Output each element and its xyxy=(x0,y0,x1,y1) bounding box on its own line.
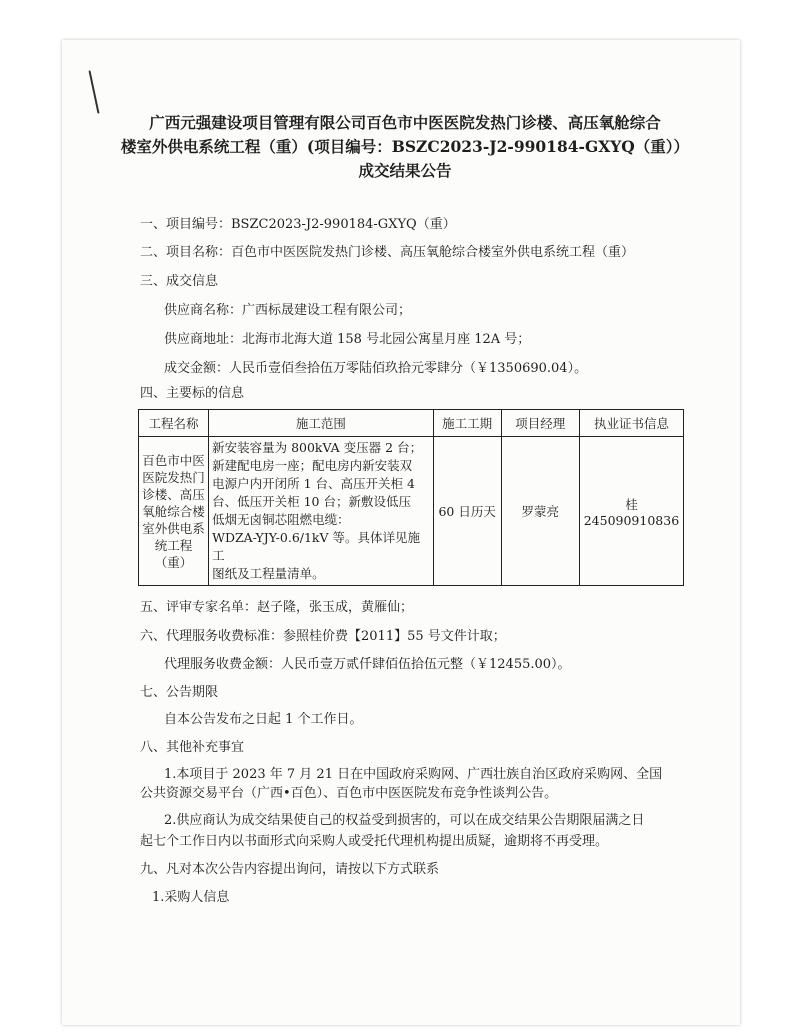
scope-line: 图纸及工程量清单。 xyxy=(212,566,325,581)
subject-info-table xyxy=(138,409,684,586)
supplier-name: 供应商名称：广西标晟建设工程有限公司； xyxy=(164,303,412,318)
supplement-2-line-1: 2.供应商认为成交结果使自己的权益受到损害的，可以在成交结果公告期限届满之日 xyxy=(164,813,645,828)
header-manager: 项目经理 xyxy=(501,410,579,437)
name-line: 氧舱综合楼 xyxy=(142,503,205,519)
header-cert: 执业证书信息 xyxy=(579,410,683,437)
title-line-2: 楼室外供电系统工程（重）(项目编号：BSZC2023-J2-990184-GXYQ（重）） xyxy=(120,137,690,156)
supplement-1-line-2: 公共资源交易平台（广西•百色）、百色市中医医院发布竞争性谈判公告。 xyxy=(140,786,558,801)
scope-line: 新建配电房一座；配电房内新安装双 xyxy=(212,458,413,473)
name-line: 百色市中医 xyxy=(142,452,205,468)
cell-scope xyxy=(209,437,434,586)
section-project-name: 二、项目名称：百色市中医医院发热门诊楼、高压氧舱综合楼室外供电系统工程（重） xyxy=(140,245,635,260)
deal-amount: 成交金额：人民币壹佰叁拾伍万零陆佰玖拾元零肆分（￥1350690.04）。 xyxy=(164,361,588,376)
cell-manager: 罗蒙亮 xyxy=(501,437,579,586)
name-line: 室外供电系 xyxy=(142,520,205,536)
supplier-address: 供应商地址：北海市北海大道 158 号北园公寓星月座 12A 号； xyxy=(164,332,531,347)
scope-line: 台、低压开关柜 10 台；新敷设低压 xyxy=(212,494,411,509)
section-agency-fee-standard: 六、代理服务收费标准：参照桂价费【2011】55 号文件计取； xyxy=(140,629,506,644)
section-experts: 五、评审专家名单：赵子隆，张玉成，黄雁仙； xyxy=(140,600,414,615)
name-line: 医院发热门 xyxy=(142,469,205,485)
header-period: 施工工期 xyxy=(433,410,501,437)
section-main-subject: 四、主要标的信息 xyxy=(140,386,245,401)
cell-period: 60 日历天 xyxy=(433,437,501,586)
scope-line: WDZA-YJY-0.6/1kV 等。具体详见施工 xyxy=(212,530,421,563)
section-deal-info: 三、成交信息 xyxy=(140,274,219,289)
agency-fee-amount: 代理服务收费金额：人民币壹万贰仟肆佰伍拾伍元整（￥12455.00）。 xyxy=(164,657,571,672)
supplement-2-line-2: 起七个工作日内以书面形式向采购人或受托代理机构提出质疑，逾期将不再受理。 xyxy=(140,834,609,849)
name-line: 统工程（重） xyxy=(154,537,193,570)
name-line: 诊楼、高压 xyxy=(142,486,205,502)
scope-line: 低烟无卤铜芯阻燃电缆： xyxy=(212,512,350,527)
section-notice-period: 七、公告期限 xyxy=(140,685,219,700)
notice-period-text: 自本公告发布之日起 1 个工作日。 xyxy=(164,712,363,727)
supplement-1-line-1: 1.本项目于 2023 年 7 月 21 日在中国政府采购网、广西壮族自治区政府采购网、全国 xyxy=(164,767,663,782)
section-supplementary: 八、其他补充事宜 xyxy=(140,740,245,755)
section-project-number: 一、项目编号：BSZC2023-J2-990184-GXYQ（重） xyxy=(140,217,456,232)
scope-line: 电源户内开闭所 1 台、高压开关柜 4 xyxy=(212,476,415,491)
header-scope: 施工范围 xyxy=(209,410,434,437)
table-row xyxy=(139,437,684,586)
section-contact: 九、凡对本次公告内容提出询问，请按以下方式联系 xyxy=(140,862,440,877)
title-line-1: 广西元强建设项目管理有限公司百色市中医医院发热门诊楼、高压氧舱综合 xyxy=(149,113,661,132)
purchaser-info: 1.采购人信息 xyxy=(152,890,230,905)
title-line-3: 成交结果公告 xyxy=(358,161,452,180)
scope-line: 新安装容量为 800kVA 变压器 2 台； xyxy=(212,440,423,455)
cell-project-name xyxy=(139,437,209,586)
header-project-name: 工程名称 xyxy=(139,410,209,437)
table-header-row xyxy=(139,410,684,437)
cell-cert: 桂 245090910836 xyxy=(579,437,683,586)
